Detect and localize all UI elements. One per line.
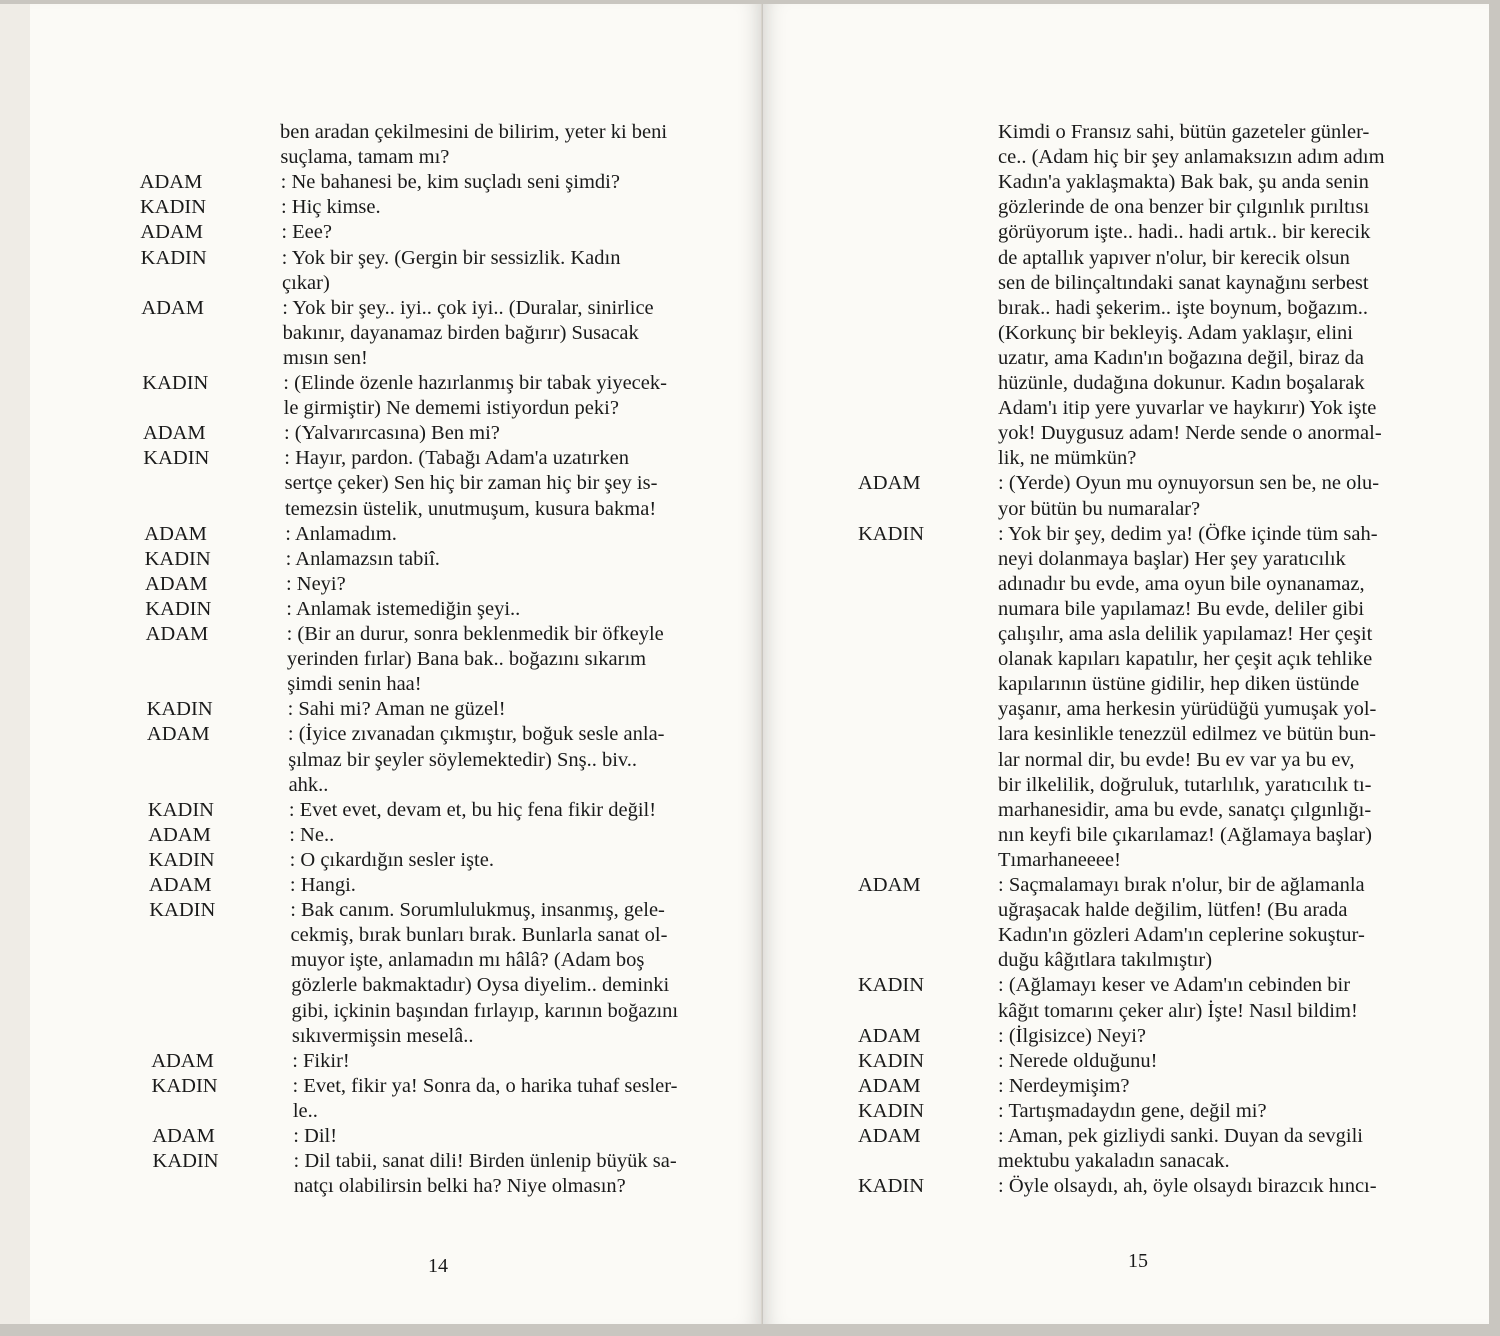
speaker-name: ADAM	[139, 171, 203, 194]
speaker-name: ADAM	[148, 874, 212, 896]
speaker-name: KADIN	[858, 1099, 925, 1122]
continuation-line: çıkar)	[281, 271, 330, 294]
speaker-name: ADAM	[148, 823, 211, 846]
dialogue-line: : Dil tabii, sanat dili! Birden ünlenip büyük sa-	[293, 1150, 677, 1173]
speaker-name: KADIN	[149, 899, 216, 922]
speaker-name: ADAM	[858, 874, 921, 896]
continuation-line: cekmiş, bırak bunları bırak. Bunlarla sanat ol-	[290, 924, 668, 947]
speaker-name: KADIN	[146, 698, 213, 721]
speaker-name: KADIN	[148, 848, 215, 871]
dialogue-line: : Dil!	[293, 1125, 338, 1147]
continuation-line: bakınır, dayanamaz birden bağırır) Susacak	[282, 321, 639, 344]
continuation-line: numara bile yapılamaz! Bu evde, deliler gibi	[998, 597, 1365, 620]
continuation-line: kapılarının üstüne gidilir, hep diken üstünde	[998, 673, 1360, 696]
continuation-line: gözlerinde de ona benzer bir çılgınlık pırıltısı	[998, 196, 1370, 219]
continuation-line: yerinden fırlar) Bana bak.. boğazını sıkarım	[286, 648, 647, 671]
continuation-line: suçlama, tamam mı?	[280, 146, 450, 169]
continuation-line: lara kesinlikle tenezzül edilmez ve bütün bun-	[998, 723, 1376, 746]
continuation-line: yor bütün bu numaralar?	[998, 497, 1201, 520]
continuation-line: bir ilkelilik, doğruluk, tutarlılık, yaratıcılık tı-	[998, 773, 1372, 796]
dialogue-line: : Evet evet, devam et, bu hiç fena fikir değil!	[288, 798, 657, 821]
continuation-line: sertçe çeker) Sen hiç bir zaman hiç bir şey is-	[284, 472, 658, 495]
dialogue-line: : Anlamadım.	[285, 522, 397, 545]
continuation-line: temezsin üstelik, unutmuşum, kusura bakma!	[284, 497, 657, 520]
speaker-name: KADIN	[147, 798, 214, 821]
speaker-name: KADIN	[858, 1049, 925, 1072]
dialogue-line: : Sahi mi? Aman ne güzel!	[287, 698, 506, 721]
book-edge	[0, 4, 31, 1324]
speaker-name: KADIN	[858, 522, 925, 545]
dialogue-line: : Bak canım. Sorumlulukmuş, insanmış, gele-	[290, 899, 665, 922]
speaker-name: KADIN	[140, 246, 207, 269]
dialogue-line: : Nerede olduğunu!	[998, 1049, 1158, 1072]
dialogue-line: : Saçmalamayı bırak n'olur, bir de ağlamanla	[998, 874, 1365, 896]
dialogue-line: : Fikir!	[292, 1049, 350, 1072]
continuation-line: çalışılır, ama asla delilik yapılamaz! Her çeşit	[998, 623, 1373, 645]
speaker-name: KADIN	[145, 597, 212, 620]
continuation-line: Tımarhaneeee!	[998, 848, 1121, 871]
dialogue-line: : Nerdeymişim?	[998, 1074, 1130, 1097]
continuation-line: görüyorum işte.. hadi.. hadi artık.. bir kerecik	[998, 221, 1371, 244]
dialogue-line: : Aman, pek gizliydi sanki. Duyan da sevgili	[998, 1125, 1363, 1147]
continuation-line: Kimdi o Fransız sahi, bütün gazeteler günler-	[998, 121, 1370, 143]
dialogue-line: : (Elinde özenle hazırlanmış bir tabak yiyecek-	[283, 372, 667, 394]
dialogue-line: : Hangi.	[289, 874, 356, 896]
dialogue-line: : Anlamazsın tabiî.	[285, 547, 440, 570]
speaker-name: ADAM	[146, 723, 210, 746]
dialogue-line: : Tartışmadaydın gene, değil mi?	[998, 1099, 1267, 1122]
continuation-line: ahk..	[288, 773, 329, 796]
continuation-line: hüzünle, dudağına dokunur. Kadın boşalarak	[998, 372, 1365, 394]
continuation-line: neyi dolanmaya başlar) Her şey yaratıcılık	[998, 547, 1346, 570]
dialogue-line: : O çıkardığın sesler işte.	[289, 848, 494, 871]
continuation-line: marhanesidir, ama bu evde, sanatçı çılgınlığı-	[998, 798, 1372, 821]
speaker-name: ADAM	[144, 522, 207, 545]
continuation-line: yaşanır, ama herkesin yürüdüğü yumuşak yol-	[998, 698, 1377, 721]
speaker-name: ADAM	[858, 1024, 921, 1047]
dialogue-line: : Hayır, pardon. (Tabağı Adam'a uzatırken	[284, 447, 629, 470]
continuation-line: bırak.. hadi şekerim.. işte boynum, boğazım..	[998, 296, 1369, 319]
continuation-line: le..	[292, 1099, 318, 1122]
continuation-line: uzatır, ama Kadın'ın boğazına değil, biraz da	[998, 346, 1365, 369]
speaker-name: ADAM	[144, 572, 208, 595]
continuation-line: sıkıvermişsin meselâ..	[291, 1024, 474, 1047]
continuation-line: mektubu yakaladın sanacak.	[998, 1150, 1230, 1173]
dialogue-line: : (Bir an durur, sonra beklenmedik bir öfkeyle	[286, 623, 664, 645]
page-number: 14	[428, 1255, 448, 1277]
continuation-line: Kadın'ın gözleri Adam'ın ceplerine sokuştur-	[998, 924, 1365, 947]
continuation-line: şimdi senin haa!	[287, 673, 422, 696]
dialogue-line: : Anlamak istemediğin şeyi..	[286, 597, 521, 620]
speaker-name: ADAM	[152, 1125, 215, 1147]
speaker-name: ADAM	[858, 1074, 921, 1097]
continuation-line: olanak kapıları kapatılır, her çeşit açık tehlike	[998, 648, 1373, 671]
dialogue-line: : (Yerde) Oyun mu oynuyorsun sen be, ne olu-	[998, 472, 1380, 495]
dialogue-line: : Yok bir şey, dedim ya! (Öfke içinde tüm sah-	[998, 522, 1378, 545]
continuation-line: mısın sen!	[282, 346, 368, 369]
dialogue-line: : Neyi?	[285, 572, 346, 595]
dialogue-line: : Öyle olsaydı, ah, öyle olsaydı birazcık hıncı-	[998, 1175, 1377, 1198]
continuation-line: yok! Duygusuz adam! Nerde sende o anormal-	[998, 422, 1382, 445]
dialogue-line: : Yok bir şey.. iyi.. çok iyi.. (Duralar, sinirlice	[282, 296, 654, 319]
continuation-line: ce.. (Adam hiç bir şey anlamaksızın adım adım	[998, 146, 1385, 169]
dialogue-line: : Eee?	[281, 221, 332, 244]
speaker-name: ADAM	[140, 221, 203, 244]
continuation-line: adınadır bu evde, ama oyun bile oynanamaz,	[998, 572, 1365, 595]
page-number: 15	[1128, 1250, 1148, 1272]
continuation-line: Kadın'a yaklaşmakta) Bak bak, şu anda senin	[998, 171, 1369, 194]
speaker-name: KADIN	[858, 1175, 925, 1198]
right-page	[763, 4, 1489, 1324]
continuation-line: ben aradan çekilmesini de bilirim, yeter ki beni	[280, 121, 668, 143]
continuation-line: sen de bilinçaltındaki sanat kaynağını serbest	[998, 271, 1369, 294]
speaker-name: ADAM	[858, 472, 921, 495]
dialogue-line: : Hiç kimse.	[280, 196, 381, 219]
dialogue-line: : Ne..	[289, 823, 335, 846]
speaker-name: ADAM	[142, 422, 206, 445]
dialogue-line: : Ne bahanesi be, kim suçladı seni şimdi?	[280, 171, 620, 194]
continuation-line: natçı olabilirsin belki ha? Niye olmasın?	[293, 1175, 626, 1198]
dialogue-line: : (İlgisizce) Neyi?	[998, 1024, 1146, 1047]
speaker-name: KADIN	[139, 196, 207, 219]
speaker-name: KADIN	[858, 974, 925, 997]
continuation-line: duğu kâğıtlara takılmıştır)	[998, 949, 1213, 972]
continuation-line: Adam'ı itip yere yuvarlar ve haykırır) Yok işte	[998, 397, 1377, 420]
speaker-name: KADIN	[151, 1074, 218, 1097]
continuation-line: de aptallık yapıver n'olur, bir kerecik olsun	[998, 246, 1350, 269]
continuation-line: gözlerle bakmaktadır) Oysa diyelim.. deminki	[291, 974, 670, 997]
speaker-name: KADIN	[152, 1150, 219, 1173]
speaker-name: KADIN	[143, 447, 210, 470]
speaker-name: KADIN	[144, 547, 211, 570]
speaker-name: ADAM	[145, 623, 209, 645]
dialogue-line: : Evet, fikir ya! Sonra da, o harika tuhaf sesler-	[292, 1074, 678, 1097]
continuation-line: kâğıt tomarını çeker alır) İşte! Nasıl bildim!	[998, 999, 1358, 1022]
left-page	[30, 4, 762, 1324]
speaker-name: ADAM	[151, 1049, 214, 1072]
dialogue-line: : Yok bir şey. (Gergin bir sessizlik. Kadın	[281, 246, 621, 269]
dialogue-line: : (Yalvarırcasına) Ben mi?	[283, 422, 500, 445]
continuation-line: le girmiştir) Ne dememi istiyordun peki?	[283, 397, 619, 420]
continuation-line: (Korkunç bir bekleyiş. Adam yaklaşır, elini	[998, 321, 1353, 344]
dialogue-line: : (İyice zıvanadan çıkmıştır, boğuk sesle anla-	[287, 723, 665, 746]
continuation-line: lik, ne mümkün?	[998, 447, 1137, 470]
continuation-line: şılmaz bir şeyler söylemektedir) Snş.. biv..	[288, 748, 638, 771]
speaker-name: ADAM	[141, 296, 204, 319]
speaker-name: KADIN	[142, 372, 209, 394]
dialogue-line: : (Ağlamayı keser ve Adam'ın cebinden bir	[998, 974, 1351, 997]
speaker-name: ADAM	[858, 1125, 921, 1147]
continuation-line: muyor işte, anlamadın mı hâlâ? (Adam boş	[290, 949, 645, 972]
continuation-line: nın keyfi bile çıkarılamaz! (Ağlamaya başlar)	[998, 823, 1372, 846]
continuation-line: uğraşacak halde değilim, lütfen! (Bu arada	[998, 899, 1348, 922]
continuation-line: gibi, içkinin başından fırlayıp, karının boğazını	[291, 999, 679, 1022]
continuation-line: lar normal dir, bu evde! Bu ev var ya bu ev,	[998, 748, 1355, 771]
